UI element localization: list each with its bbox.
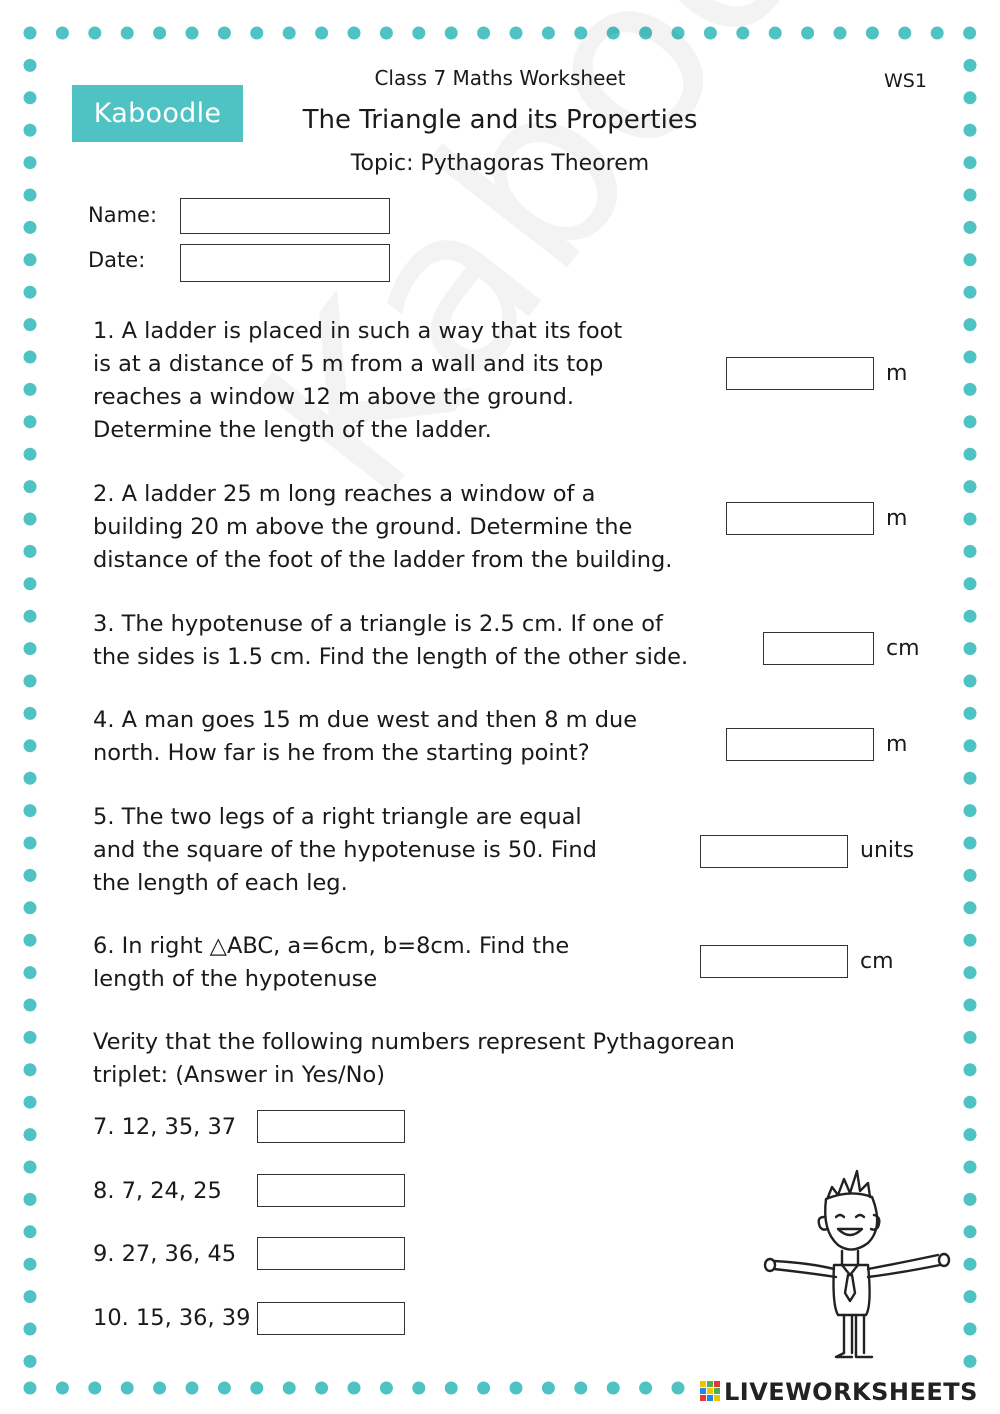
- border-dot: [315, 1382, 328, 1395]
- border-dot: [964, 675, 977, 688]
- border-dot: [24, 869, 37, 882]
- unit-label-4: m: [886, 732, 908, 757]
- border-dot: [24, 1258, 37, 1271]
- border-dot: [964, 448, 977, 461]
- border-dot: [964, 1323, 977, 1336]
- worksheet-topic: Topic: Pythagoras Theorem: [350, 151, 650, 176]
- name-field[interactable]: [180, 198, 390, 234]
- border-dot: [250, 27, 263, 40]
- border-dot: [639, 1382, 652, 1395]
- border-dot: [24, 221, 37, 234]
- logo-text: Kaboodle: [93, 98, 222, 129]
- triplet-answer-input-7[interactable]: [257, 1110, 405, 1143]
- border-dot: [24, 837, 37, 850]
- border-dot: [24, 545, 37, 558]
- border-dot: [964, 1290, 977, 1303]
- border-dot: [24, 772, 37, 785]
- border-dot: [186, 27, 199, 40]
- border-dot: [24, 351, 37, 364]
- border-dot: [153, 27, 166, 40]
- border-dot: [964, 901, 977, 914]
- border-dot: [24, 513, 37, 526]
- border-dot: [24, 415, 37, 428]
- border-dot: [445, 1382, 458, 1395]
- border-dot: [24, 124, 37, 137]
- border-dot: [607, 1382, 620, 1395]
- border-dot: [964, 351, 977, 364]
- border-dot: [964, 1096, 977, 1109]
- sheet-id: WS1: [884, 70, 927, 92]
- worksheet-subtitle: Class 7 Maths Worksheet: [374, 66, 626, 90]
- border-dot: [348, 1382, 361, 1395]
- border-dot: [964, 480, 977, 493]
- answer-input-5[interactable]: [700, 835, 848, 868]
- border-dot: [964, 383, 977, 396]
- border-dot: [24, 286, 37, 299]
- question-2: 2. A ladder 25 m long reaches a window of a building 20 m above the ground. Determine the distance of the foot of the ladder from the building.: [93, 481, 673, 573]
- name-label: Name:: [88, 203, 158, 227]
- triplet-label-10: 10. 15, 36, 39: [93, 1305, 251, 1331]
- border-dot: [964, 59, 977, 72]
- question-6: 6. In right △ABC, a=6cm, b=8cm. Find the length of the hypotenuse: [93, 933, 570, 992]
- border-dot: [412, 27, 425, 40]
- border-dot: [24, 189, 37, 202]
- border-dot: [412, 1382, 425, 1395]
- unit-label-1: m: [886, 361, 908, 386]
- border-dot: [24, 1031, 37, 1044]
- border-dot: [24, 1063, 37, 1076]
- border-dot: [24, 383, 37, 396]
- question-5: 5. The two legs of a right triangle are equal and the square of the hypotenuse is 50. Find the length of each leg.: [93, 804, 597, 896]
- border-dot: [834, 27, 847, 40]
- border-dot: [24, 739, 37, 752]
- border-dot: [963, 27, 976, 40]
- border-dot: [866, 27, 879, 40]
- border-dot: [964, 707, 977, 720]
- border-dot: [964, 1225, 977, 1238]
- question-4: 4. A man goes 15 m due west and then 8 m due north. How far is he from the starting point?: [93, 707, 638, 766]
- triplet-label-8: 8. 7, 24, 25: [93, 1178, 222, 1204]
- triplet-answer-input-9[interactable]: [257, 1237, 405, 1270]
- border-dot: [24, 707, 37, 720]
- border-dot: [964, 1258, 977, 1271]
- border-dot: [24, 675, 37, 688]
- border-dot: [24, 1225, 37, 1238]
- border-dot: [121, 27, 134, 40]
- border-dot: [964, 1063, 977, 1076]
- border-dot: [24, 966, 37, 979]
- border-dot: [964, 1128, 977, 1141]
- border-dot: [964, 577, 977, 590]
- border-dot: [24, 1193, 37, 1206]
- border-dot: [964, 1355, 977, 1368]
- border-dot: [250, 1382, 263, 1395]
- border-dot: [186, 1382, 199, 1395]
- border-dot: [24, 59, 37, 72]
- triplet-answer-input-8[interactable]: [257, 1174, 405, 1207]
- unit-label-6: cm: [860, 949, 894, 974]
- border-dot: [964, 124, 977, 137]
- border-dot: [931, 27, 944, 40]
- border-dot: [510, 1382, 523, 1395]
- border-dot: [24, 1161, 37, 1174]
- border-dot: [24, 577, 37, 590]
- border-dot: [964, 156, 977, 169]
- unit-label-3: cm: [886, 636, 920, 661]
- worksheet-title: The Triangle and its Properties: [302, 105, 698, 135]
- border-dot: [380, 27, 393, 40]
- triplet-label-7: 7. 12, 35, 37: [93, 1114, 237, 1140]
- unit-label-2: m: [886, 506, 908, 531]
- border-dot: [283, 27, 296, 40]
- border-dot: [153, 1382, 166, 1395]
- border-dot: [24, 999, 37, 1012]
- liveworksheets-brand: LIVEWORKSHEETS: [724, 1378, 978, 1406]
- unit-label-5: units: [860, 838, 915, 863]
- border-dot: [445, 27, 458, 40]
- triplet-answer-input-10[interactable]: [257, 1302, 405, 1335]
- border-dot: [964, 91, 977, 104]
- border-dot: [964, 221, 977, 234]
- border-dot: [964, 1161, 977, 1174]
- border-dot: [964, 1031, 977, 1044]
- border-dot: [315, 27, 328, 40]
- border-dot: [24, 318, 37, 331]
- border-dot: [574, 1382, 587, 1395]
- border-dot: [24, 1128, 37, 1141]
- border-dot: [283, 1382, 296, 1395]
- border-dot: [964, 610, 977, 623]
- border-dot: [56, 27, 69, 40]
- border-dot: [24, 27, 37, 40]
- question-1: 1. A ladder is placed in such a way that its foot is at a distance of 5 m from a wall and its top reaches a window 12 m above the ground. Determine the length of the ladder.: [93, 318, 623, 443]
- border-dot: [964, 318, 977, 331]
- border-dot: [121, 1382, 134, 1395]
- border-dot: [24, 1323, 37, 1336]
- border-dot: [964, 1193, 977, 1206]
- border-dot: [964, 642, 977, 655]
- border-dot: [88, 1382, 101, 1395]
- border-dot: [218, 1382, 231, 1395]
- answer-input-4[interactable]: [726, 728, 874, 761]
- answer-input-3[interactable]: [763, 632, 874, 665]
- liveworksheets-logo-icon: [700, 1381, 720, 1401]
- border-dot: [964, 513, 977, 526]
- border-dot: [672, 1382, 685, 1395]
- answer-input-6[interactable]: [700, 945, 848, 978]
- date-field[interactable]: [180, 244, 390, 282]
- border-dot: [24, 156, 37, 169]
- border-dot: [24, 1290, 37, 1303]
- border-dot: [380, 1382, 393, 1395]
- border-dot: [542, 1382, 555, 1395]
- answer-input-2[interactable]: [726, 502, 874, 535]
- border-dot: [898, 27, 911, 40]
- border-dot: [348, 27, 361, 40]
- border-dot: [88, 27, 101, 40]
- question-3: 3. The hypotenuse of a triangle is 2.5 cm. If one of the sides is 1.5 cm. Find the length of the other side.: [93, 611, 689, 670]
- border-dot: [24, 1355, 37, 1368]
- border-dot: [964, 869, 977, 882]
- border-dot: [56, 1382, 69, 1395]
- border-dot: [24, 934, 37, 947]
- border-dot: [24, 642, 37, 655]
- date-label: Date:: [88, 248, 146, 272]
- border-dot: [24, 804, 37, 817]
- border-dot: [24, 253, 37, 266]
- border-dot: [964, 772, 977, 785]
- border-dot: [24, 480, 37, 493]
- border-dot: [24, 1096, 37, 1109]
- border-dot: [964, 999, 977, 1012]
- cartoon-boy-icon: [760, 1165, 955, 1365]
- border-dot: [218, 27, 231, 40]
- border-dot: [964, 934, 977, 947]
- border-dot: [24, 91, 37, 104]
- border-dot: [24, 1382, 37, 1395]
- border-dot: [964, 415, 977, 428]
- border-dot: [24, 901, 37, 914]
- border-dot: [964, 286, 977, 299]
- border-dot: [24, 610, 37, 623]
- border-dot: [964, 837, 977, 850]
- border-dot: [477, 1382, 490, 1395]
- triplets-instruction: Verity that the following numbers represent Pythagorean triplet: (Answer in Yes/No): [93, 1029, 735, 1088]
- border-dot: [964, 545, 977, 558]
- answer-input-1[interactable]: [726, 357, 874, 390]
- border-dot: [964, 189, 977, 202]
- border-dot: [964, 804, 977, 817]
- triplet-label-9: 9. 27, 36, 45: [93, 1241, 237, 1267]
- border-dot: [24, 448, 37, 461]
- border-dot: [964, 253, 977, 266]
- border-dot: [964, 966, 977, 979]
- border-dot: [964, 739, 977, 752]
